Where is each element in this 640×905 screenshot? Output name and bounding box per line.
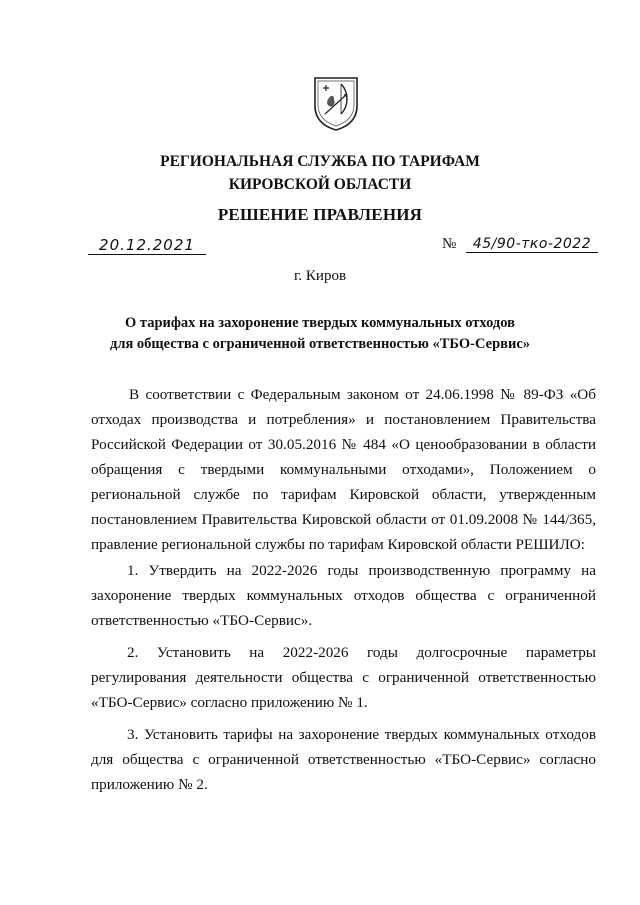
decision-date: 20.12.2021: [88, 236, 206, 255]
org-line-1: РЕГИОНАЛЬНАЯ СЛУЖБА ПО ТАРИФАМ: [160, 153, 480, 170]
city-label: г. Киров: [293, 268, 347, 284]
coat-of-arms-emblem: [311, 74, 361, 132]
decision-number: 45/90-тко-2022: [466, 236, 598, 253]
organization-name: [0, 150, 640, 196]
preamble-paragraph: В соответствии с Федеральным законом от 24.06.1998 № 89-ФЗ «Об отходах производства и потребления» и постановлением Правительства Российской Федерации от 30.05.2016 № 484 «О ценообразовании в области обращения с твердыми коммунальными отходами», Положением о региональной службе по тарифам Кировской области, утвержденным постановлением Правительства Кировской области от 01.09.2008 № 144/365, правление региональной службы по тарифам Кировской области РЕШИЛО:: [91, 386, 596, 553]
subject-line-2: для общества с ограниченной ответственностью «ТБО-Сервис»: [109, 336, 531, 352]
subject-line-1: О тарифах на захоронение твердых коммунальных отходов: [125, 315, 515, 331]
clause-1-paragraph: 1. Утвердить на 2022-2026 годы производственную программу на захоронение твердых коммунальных отходов общества с ограниченной ответственностью «ТБО-Сервис».: [91, 562, 596, 629]
decision-body: [91, 382, 596, 804]
clause-2-paragraph: 2. Установить на 2022-2026 годы долгосрочные параметры регулирования деятельности общества с ограниченной ответственностью «ТБО-Сервис» согласно приложению № 1.: [91, 644, 596, 711]
number-sign: №: [442, 236, 457, 252]
org-line-2: КИРОВСКОЙ ОБЛАСТИ: [228, 176, 412, 193]
document-type-heading: РЕШЕНИЕ ПРАВЛЕНИЯ: [217, 205, 423, 224]
decision-subject: [0, 313, 640, 355]
clause-3-paragraph: 3. Установить тарифы на захоронение твердых коммунальных отходов для общества с ограниченной ответственностью «ТБО-Сервис» согласно приложению № 2.: [91, 726, 596, 793]
coat-of-arms-icon: [311, 74, 361, 132]
